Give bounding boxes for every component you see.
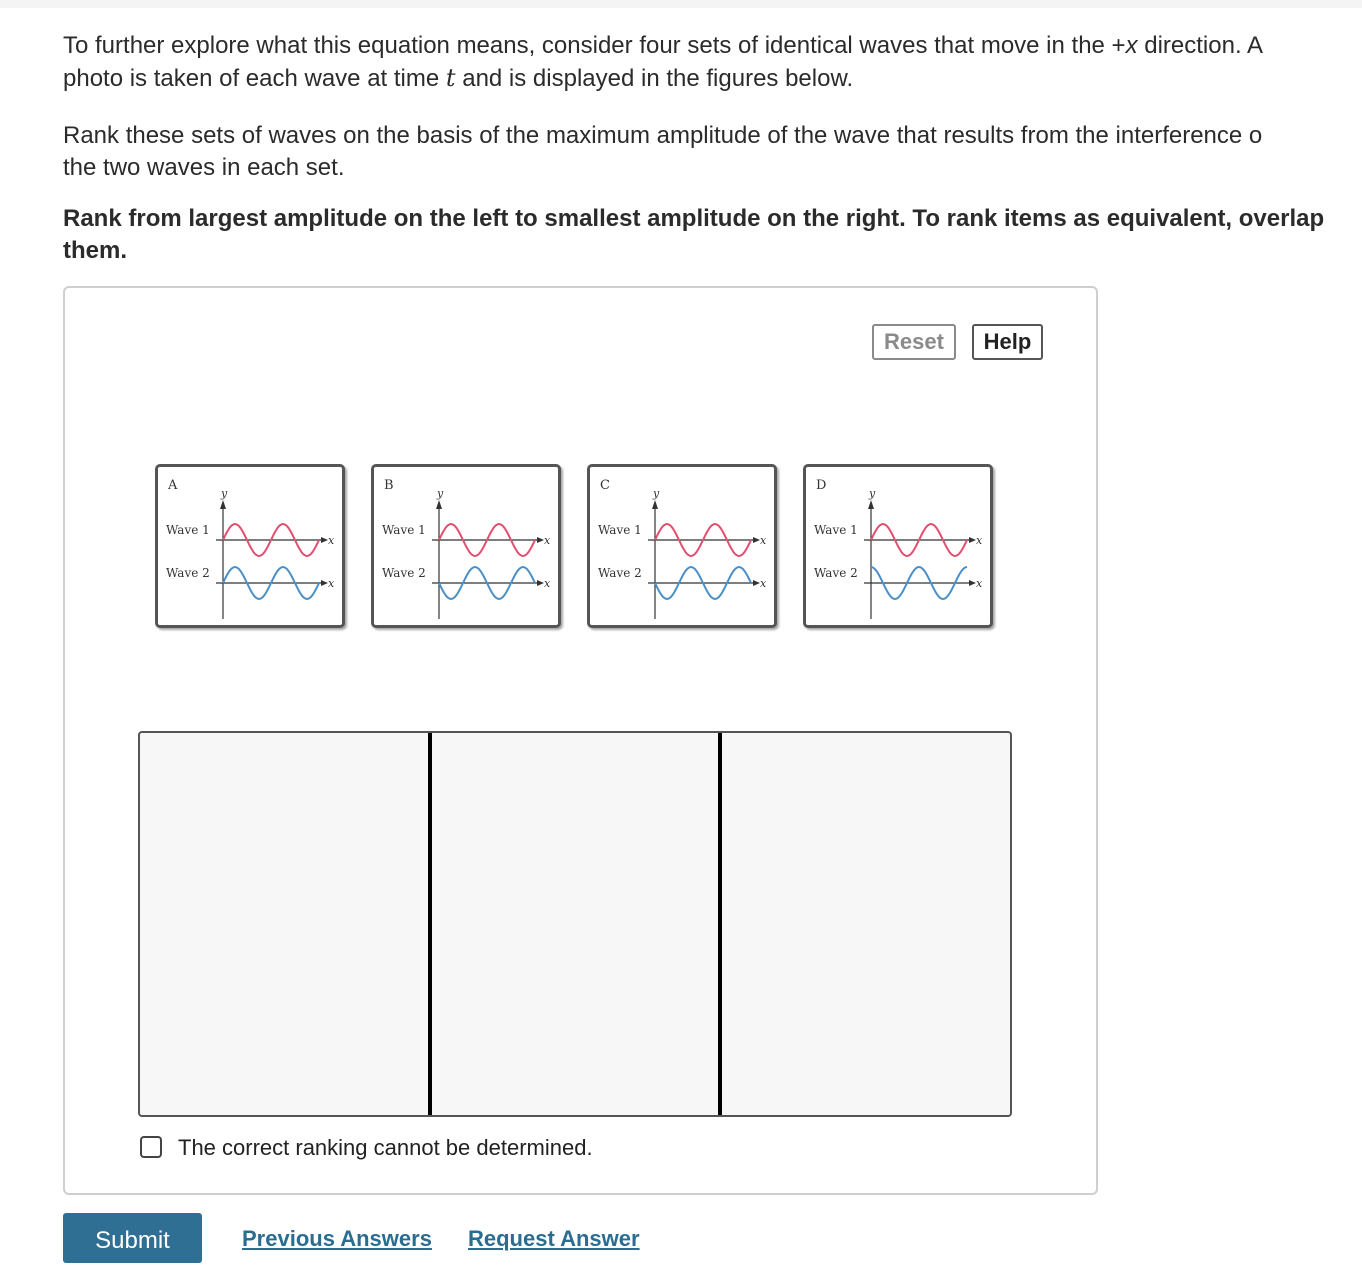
previous-answers-link[interactable]: Previous Answers (242, 1226, 432, 1251)
intro-text: the two waves in each set. (63, 154, 345, 181)
card-letter: A (168, 478, 178, 493)
x-axis-arrow (969, 537, 976, 543)
wave-1-label: Wave 1 (166, 523, 210, 537)
intro-text: To further explore what this equation means, consider four sets of identical waves that move in the + (63, 32, 1126, 59)
wave-diagram (158, 467, 342, 625)
wave-diagram (374, 467, 558, 625)
intro-paragraph-1 (63, 30, 1362, 95)
x-axis-label: x (976, 534, 983, 547)
ranking-instruction: Rank from largest amplitude on the left to smallest amplitude on the right. To rank items as equivalent, overlap them. (63, 205, 1325, 264)
wave-card-c[interactable] (587, 464, 777, 628)
submit-button[interactable]: Submit (63, 1213, 202, 1263)
wave-2-label: Wave 2 (166, 566, 210, 580)
wave-diagram (590, 467, 774, 625)
intro-text: direction. A (1137, 32, 1263, 59)
card-letter: D (816, 478, 827, 493)
card-letter: B (384, 478, 394, 493)
cannot-determine-checkbox[interactable] (140, 1136, 162, 1158)
rank-slot-3[interactable] (722, 733, 1010, 1115)
intro-text: t (445, 64, 456, 92)
intro-paragraph-2 (63, 120, 1362, 184)
y-axis-arrow (652, 500, 658, 509)
y-axis-label: y (653, 487, 660, 500)
x-axis-label: x (976, 577, 983, 590)
rank-slot-2[interactable] (432, 733, 718, 1115)
x-axis-arrow (753, 580, 760, 586)
y-axis-label: y (869, 487, 876, 500)
rank-slot-1[interactable] (140, 733, 428, 1115)
wave-1-label: Wave 1 (382, 523, 426, 537)
wave-1-label: Wave 1 (814, 523, 858, 537)
x-axis-label: x (544, 534, 551, 547)
intro-text: Rank these sets of waves on the basis of the maximum amplitude of the wave that results from the interference o (63, 122, 1263, 149)
top-bar (0, 0, 1362, 8)
x-axis-arrow (537, 537, 544, 543)
wave-card-a[interactable] (155, 464, 345, 628)
x-axis-label: x (760, 534, 767, 547)
intro-text: x (1125, 32, 1138, 59)
y-axis-arrow (868, 500, 874, 509)
cannot-determine-label: The correct ranking cannot be determined. (178, 1135, 593, 1160)
x-axis-label: x (544, 577, 551, 590)
wave-card-b[interactable] (371, 464, 561, 628)
wave-2-label: Wave 2 (598, 566, 642, 580)
x-axis-arrow (321, 537, 328, 543)
y-axis-arrow (220, 500, 226, 509)
x-axis-arrow (321, 580, 328, 586)
wave-2-label: Wave 2 (814, 566, 858, 580)
x-axis-label: x (328, 534, 335, 547)
x-axis-arrow (969, 580, 976, 586)
y-axis-arrow (436, 500, 442, 509)
card-letter: C (600, 478, 610, 493)
ranking-panel (63, 286, 1098, 1195)
x-axis-arrow (753, 537, 760, 543)
request-answer-link[interactable]: Request Answer (468, 1226, 640, 1251)
reset-button[interactable]: Reset (872, 324, 956, 360)
wave-2-label: Wave 2 (382, 566, 426, 580)
y-axis-label: y (437, 487, 444, 500)
x-axis-label: x (760, 577, 767, 590)
intro-text: and is displayed in the figures below. (455, 65, 854, 92)
wave-diagram (806, 467, 990, 625)
y-axis-label: y (221, 487, 228, 500)
x-axis-arrow (537, 580, 544, 586)
x-axis-label: x (328, 577, 335, 590)
wave-card-d[interactable] (803, 464, 993, 628)
wave-1-label: Wave 1 (598, 523, 642, 537)
help-button[interactable]: Help (972, 324, 1043, 360)
ranking-dropzone[interactable] (138, 731, 1012, 1117)
intro-text: photo is taken of each wave at time (63, 65, 446, 92)
